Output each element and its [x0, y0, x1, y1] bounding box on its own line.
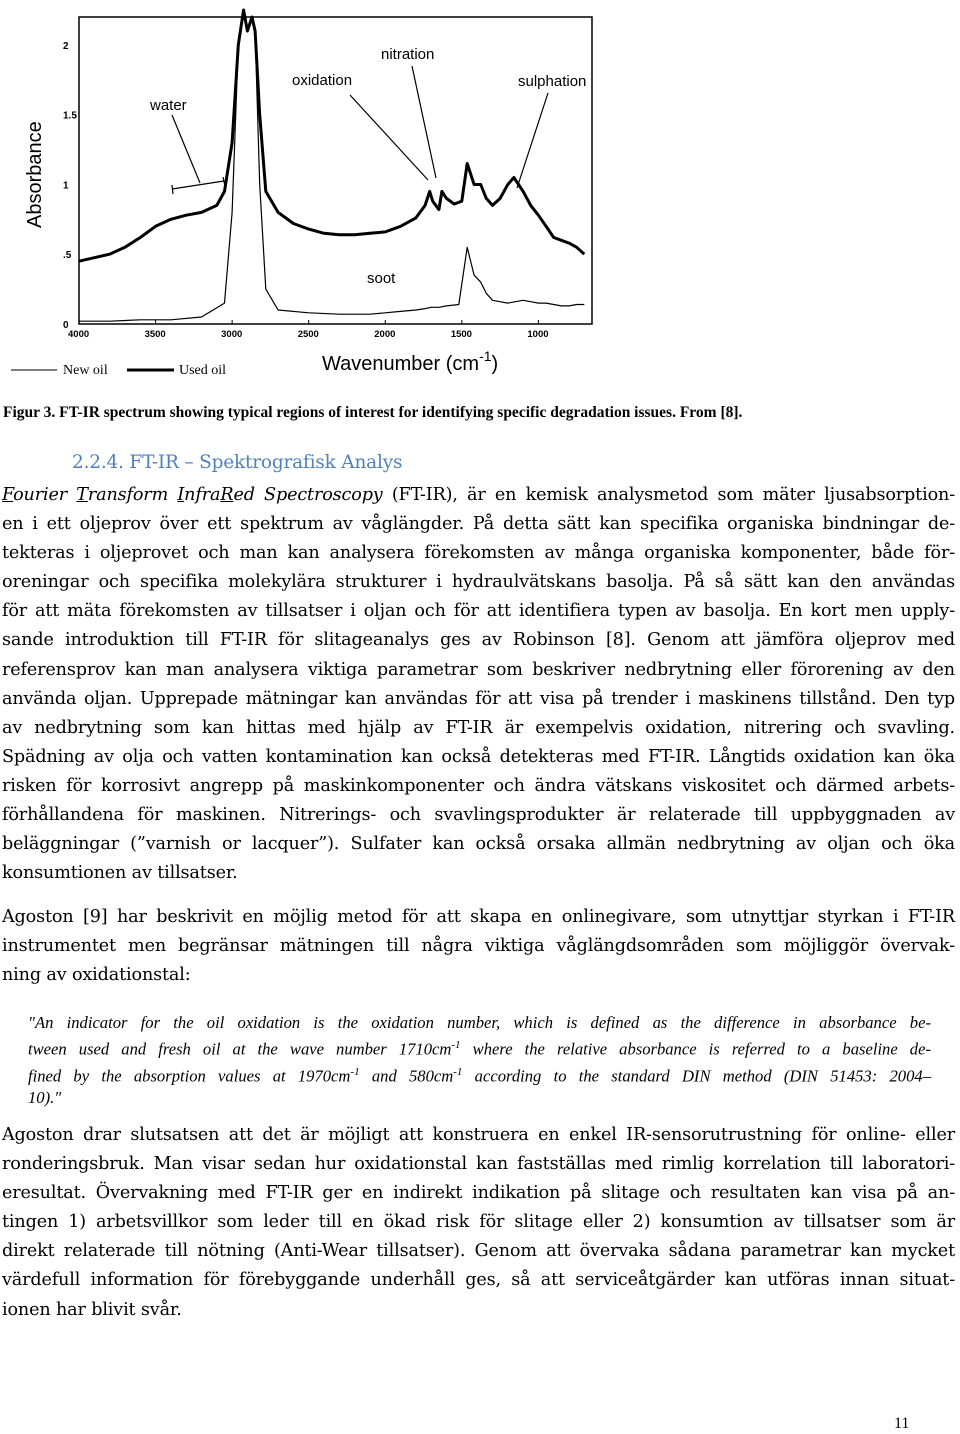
line-text: beläggningar (”varnish or lacquer”). Sulfater kan också orsaka allmän nedbrytning av oljan och öka	[2, 834, 955, 855]
leader-sulphation	[517, 93, 548, 188]
line-text: referensprov kan man analysera viktiga parametrar som beskriver nedbrytning eller förorening av den	[2, 659, 955, 680]
y-tick-label: 0	[63, 320, 69, 331]
para2-line: Agoston [9] har beskrivit en möjlig metod för att skapa en onlinegivare, som utnyttjar styrkan i FT-IR	[2, 907, 955, 927]
paragraph-ftir-description	[2, 481, 955, 888]
quote-line-3	[28, 1061, 931, 1088]
line-text: sande introduktion till FT-IR för slitageanalys ges av Robinson [8]. Genom att jämföra oljeprov med	[2, 630, 955, 651]
para1-line	[2, 801, 955, 830]
legend-used-oil-label: Used oil	[179, 363, 227, 378]
italic-term-part: I	[177, 485, 185, 505]
line-text: (FT-IR), är en kemisk analysmetod som mäter ljusabsorption-	[382, 485, 955, 505]
quote-l2sup: -1	[451, 1039, 461, 1051]
quote-l2a: tween used and fresh oil at the wave number 1710cm	[28, 1039, 452, 1059]
para3-line: värdefull information för förebyggande underhåll ges, så att serviceåtgärder kan utföras innan situat-	[2, 1270, 955, 1291]
y-tick-label: 2	[63, 40, 69, 52]
line-text: förhållandena för maskinen. Nitrerings- och svavlingsprodukter är relaterade till uppbyggnaden av	[2, 805, 955, 826]
x-axis-label-sup: -1	[479, 348, 492, 364]
ftir-spectrum-figure	[0, 0, 960, 385]
para1-line	[2, 510, 955, 539]
annotation-soot: soot	[367, 270, 396, 287]
leader-oxidation	[350, 95, 428, 180]
quote-l2b: where the relative absorbance is referred to a baseline de-	[460, 1039, 931, 1059]
para1-line	[2, 772, 955, 801]
x-axis-label-main: Wavenumber (cm	[322, 353, 480, 375]
x-tick-label: 3500	[144, 329, 166, 340]
x-axis-label	[322, 348, 498, 375]
x-tick-label: 2000	[374, 329, 396, 340]
page-number: 11	[894, 1415, 910, 1432]
para1-line	[2, 859, 955, 888]
para3-line: ronderingsbruk. Man visar sedan hur oxidationstal kan fastställas med rimlig korrelation till laboratori-	[2, 1154, 955, 1175]
agoston-quote	[28, 1012, 931, 1109]
italic-term-part: ransform	[87, 485, 178, 505]
quote-l3b: and 580cm	[359, 1066, 454, 1086]
para1-line	[2, 830, 955, 859]
annotation-sulphation: sulphation	[518, 73, 587, 90]
x-tick-label: 4000	[68, 329, 90, 340]
series-new-oil	[79, 10, 587, 321]
line-text: för att mäta förekomsten av tillsatser i oljan och för att identifiera typen av basolja. En kort men upply-	[2, 601, 955, 622]
para1-line	[2, 481, 955, 510]
para1-line	[2, 597, 955, 626]
series-group	[79, 10, 587, 321]
series-used-oil	[79, 10, 587, 261]
quote-l3sup2: -1	[453, 1065, 463, 1078]
quote-line-1: "An indicator for the oil oxidation is the oxidation number, which is defined as the difference in absorbance be-	[28, 1013, 931, 1032]
paragraph-agoston-conclusion	[2, 1121, 955, 1325]
x-tick-labels	[68, 320, 549, 340]
line-text: konsumtionen av tillsatser.	[2, 863, 238, 884]
line-text: tekteras i oljeprovet och man kan analysera förekomsten av många organiska komponenter, både för-	[2, 543, 955, 564]
water-range-bar	[172, 181, 224, 189]
para1-line	[2, 743, 955, 772]
leader-water	[172, 115, 200, 183]
para3-line: tingen 1) arbetsvillkor som leder till en ökad risk för slitage eller 2) konsumtion av tillsatser som är	[2, 1212, 955, 1233]
para3-line: eresultat. Övervakning med FT-IR ger en indirekt indikation på slitage och resultaten kan visa på an-	[2, 1183, 955, 1204]
y-tick-labels	[63, 41, 77, 331]
x-tick-label: 1500	[450, 329, 472, 340]
para1-line	[2, 714, 955, 743]
italic-term-part: R	[220, 485, 234, 505]
line-text: av nedbrytning som kan hittas med hjälp av FT-IR är exempelvis oxidation, nitrering och svavling.	[2, 717, 955, 738]
y-tick-label: .5	[63, 250, 72, 262]
italic-term-part: ed Spectroscopy	[233, 485, 383, 505]
y-axis-label: Absorbance	[24, 121, 46, 228]
quote-l3sup1: -1	[350, 1065, 360, 1078]
quote-line-4: 10)."	[28, 1088, 62, 1108]
legend-new-oil-label: New oil	[63, 363, 108, 378]
annotation-oxidation: oxidation	[292, 72, 353, 89]
line-text: en i ett oljeprov över ett spektrum av våglängder. På detta sätt kan specifika organiska bindningar de-	[2, 514, 955, 535]
x-tick-label: 2500	[297, 329, 319, 340]
x-tick-label: 1000	[527, 329, 549, 340]
line-text: använda oljan. Upprepade mätningar kan användas för att visa på trender i maskinens tillstånd. Den typ	[2, 688, 955, 709]
quote-l3a: fined by the absorption values at 1970cm	[28, 1066, 351, 1086]
quote-l3c: according to the standard DIN method (DIN 51453: 2004	[462, 1066, 923, 1086]
line-text: Spädning av olja och vatten kontamination kan också detekteras med FT-IR. Långtids oxidation kan öka	[2, 746, 955, 767]
water-range-tick-left	[172, 185, 173, 194]
y-tick-label: 1	[63, 180, 69, 192]
para1-line	[2, 568, 955, 597]
annotation-water: water	[150, 97, 187, 114]
paragraph-agoston-method	[2, 903, 955, 990]
section-heading: 2.2.4. FT-IR – Spektrografisk Analys	[72, 452, 403, 473]
para3-line: ionen har blivit svår.	[2, 1299, 182, 1320]
x-tick-label: 3000	[221, 329, 243, 340]
leader-nitration	[412, 66, 436, 178]
para2-line: ning av oxidationstal:	[2, 965, 191, 986]
italic-term-part: F	[2, 485, 14, 505]
para2-line: instrumentet men begränsar mätningen till några viktiga våglängdsområden som möjliggör övervak-	[2, 936, 955, 957]
para1-line	[2, 656, 955, 685]
line-text: risken för korrosivt angrepp på maskinkomponenter och ändra vätskans viskositet och därmed arbets-	[2, 775, 955, 796]
para1-line	[2, 539, 955, 568]
line-text: oreningar och specifika molekylära strukturer i hydraulvätskans basolja. På så sätt kan den användas	[2, 572, 955, 593]
para3-line: Agoston drar slutsatsen att det är möjligt att konstruera en enkel IR-sensorutrustning för online- eller	[2, 1125, 955, 1145]
quote-line-2	[28, 1034, 931, 1061]
para3-line: direkt relaterade till nötning (Anti-Wear tillsatser). Genom att övervaka sådana parametrar kan mycket	[2, 1241, 955, 1262]
italic-term-part: nfra	[184, 485, 221, 505]
annotation-nitration: nitration	[381, 46, 435, 63]
italic-term-part: ourier	[13, 485, 77, 505]
italic-term-part: T	[76, 485, 88, 505]
figure-caption: Figur 3. FT-IR spectrum showing typical regions of interest for identifying specific degradation issues. From [8].	[3, 404, 743, 421]
para1-line	[2, 685, 955, 714]
plot-frame	[79, 17, 592, 324]
x-axis-label-end: )	[491, 353, 499, 375]
y-tick-label: 1.5	[63, 110, 77, 122]
para1-line	[2, 626, 955, 655]
quote-l3d: –	[922, 1066, 931, 1086]
